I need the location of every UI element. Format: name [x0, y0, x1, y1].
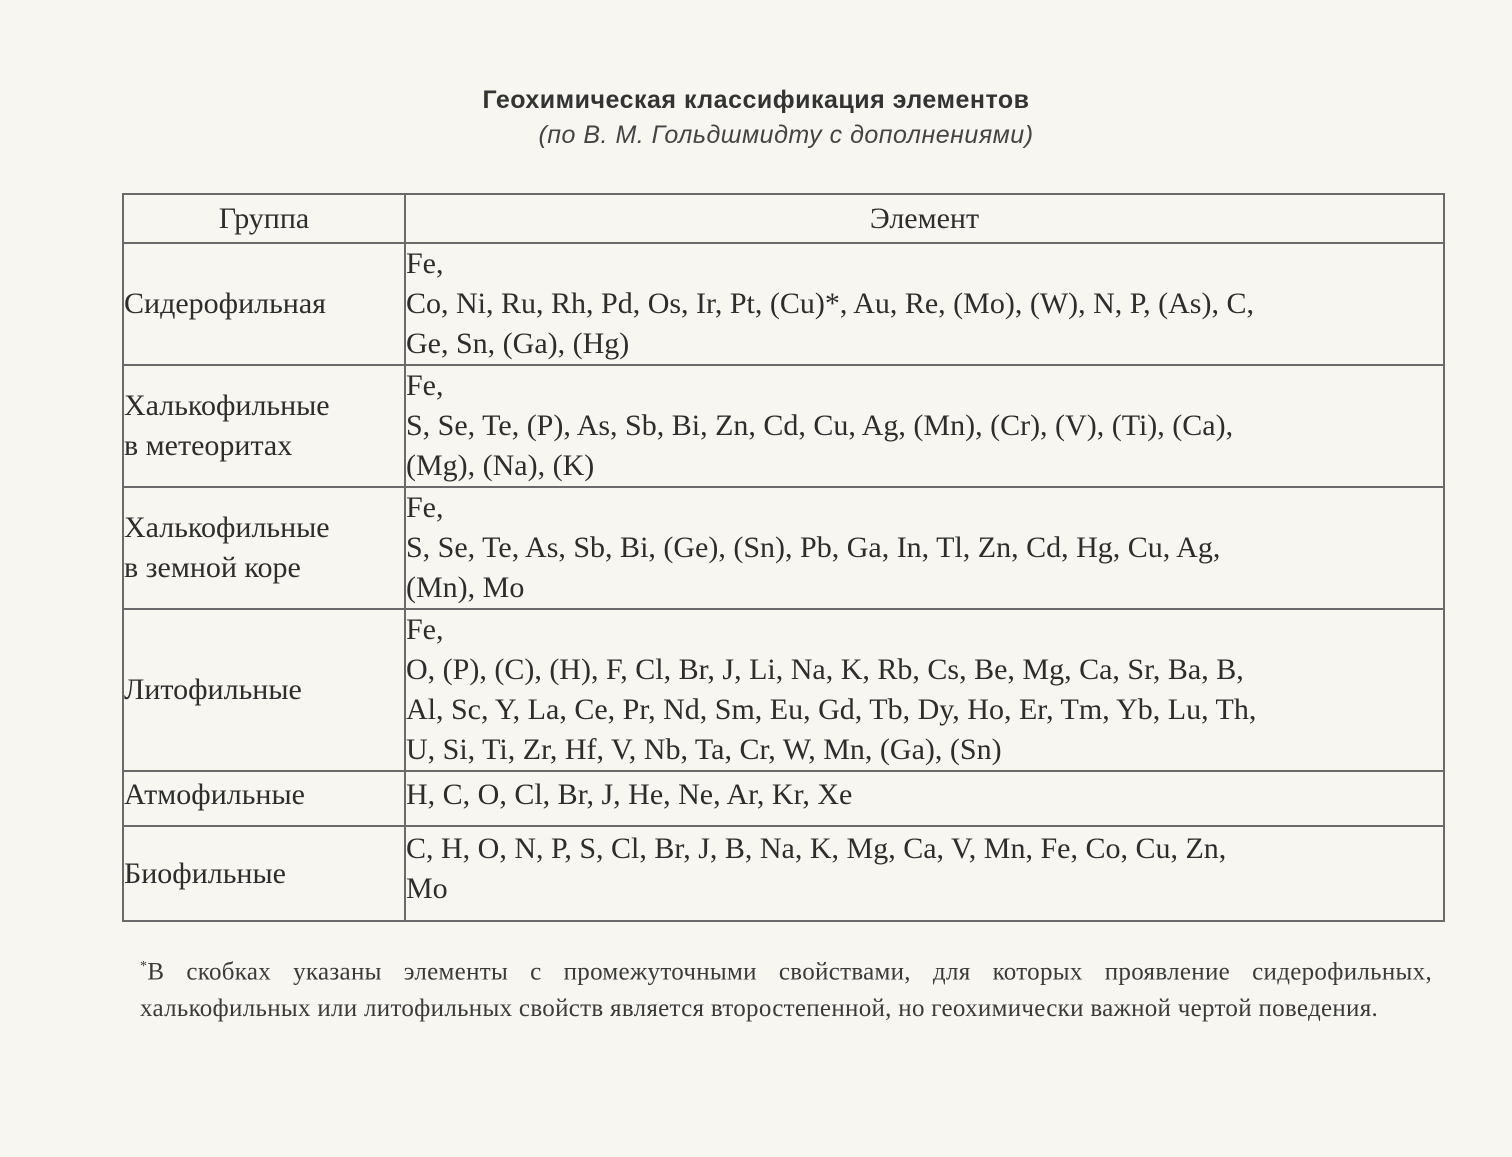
footnote: [140, 948, 1432, 1027]
footnote-marker: *: [140, 959, 148, 974]
group-label: Атмофильные: [124, 778, 305, 811]
group-label: Биофильные: [124, 856, 286, 890]
element-cell: [405, 609, 1444, 771]
element-line: Mo: [406, 872, 448, 905]
table-row: [123, 609, 1444, 771]
element-line: U, Si, Ti, Zr, Hf, V, Nb, Ta, Cr, W, Mn, (Ga), (Sn): [406, 733, 1002, 766]
group-cell: [123, 771, 405, 826]
group-cell: [123, 365, 405, 487]
classification-table: [122, 193, 1445, 922]
group-label: Халькофильные: [124, 389, 330, 422]
element-line: O, (P), (C), (H), F, Cl, Br, J, Li, Na, K, Rb, Cs, Be, Mg, Ca, Sr, Ba, B,: [406, 653, 1244, 686]
element-line: Fe,: [406, 491, 444, 524]
group-cell: [123, 609, 405, 771]
header-group: Группа: [123, 194, 405, 243]
table-row: [123, 487, 1444, 609]
element-line: S, Se, Te, (P), As, Sb, Bi, Zn, Cd, Cu, Ag, (Mn), (Cr), (V), (Ti), (Ca),: [406, 409, 1234, 442]
element-cell: [405, 771, 1444, 826]
document-title: Геохимическая классификация элементов: [482, 86, 1030, 114]
table-row: [123, 365, 1444, 487]
element-line: Fe,: [406, 247, 444, 280]
element-cell: [405, 243, 1444, 365]
element-cell: [405, 826, 1444, 921]
group-label: Халькофильные: [124, 511, 330, 544]
group-label: Сидерофильная: [124, 287, 326, 320]
element-line: S, Se, Te, As, Sb, Bi, (Ge), (Sn), Pb, Ga, In, Tl, Zn, Cd, Hg, Cu, Ag,: [406, 531, 1221, 564]
table-header-row: [123, 194, 1444, 243]
group-cell: [123, 243, 405, 365]
element-cell: [405, 365, 1444, 487]
group-label: Литофильные: [124, 673, 302, 706]
element-line: Fe,: [406, 613, 444, 646]
element-line: H, C, O, Cl, Br, J, He, Ne, Ar, Kr, Xe: [406, 778, 853, 811]
footnote-text: В скобках указаны элементы с промежуточными свойствами, для которых проявление сидерофильных, халькофильных или литофильных свойств является второстепенной, но геохимически важной чертой поведения.: [140, 958, 1432, 1023]
group-cell: [123, 487, 405, 609]
header-element: Элемент: [405, 194, 1444, 243]
element-line: Co, Ni, Ru, Rh, Pd, Os, Ir, Pt, (Cu)*, Au, Re, (Mo), (W), N, P, (As), C,: [406, 287, 1254, 320]
group-label: в метеоритах: [124, 429, 293, 462]
element-line: Fe,: [406, 369, 444, 402]
element-line: (Mg), (Na), (K): [406, 449, 595, 482]
element-cell: [405, 487, 1444, 609]
group-label: в земной коре: [124, 551, 301, 584]
table-row: [123, 771, 1444, 826]
table-row: [123, 243, 1444, 365]
table-row: [123, 826, 1444, 921]
group-cell: [123, 826, 405, 921]
element-line: C, H, O, N, P, S, Cl, Br, J, B, Na, K, Mg, Ca, V, Mn, Fe, Co, Cu, Zn,: [406, 832, 1227, 865]
element-line: (Mn), Mo: [406, 571, 525, 604]
document-subtitle: (по В. М. Гольдшмидту с дополнениями): [538, 121, 1034, 149]
element-line: Ge, Sn, (Ga), (Hg): [406, 327, 630, 360]
element-line: Al, Sc, Y, La, Ce, Pr, Nd, Sm, Eu, Gd, Tb, Dy, Ho, Er, Tm, Yb, Lu, Th,: [406, 693, 1257, 726]
